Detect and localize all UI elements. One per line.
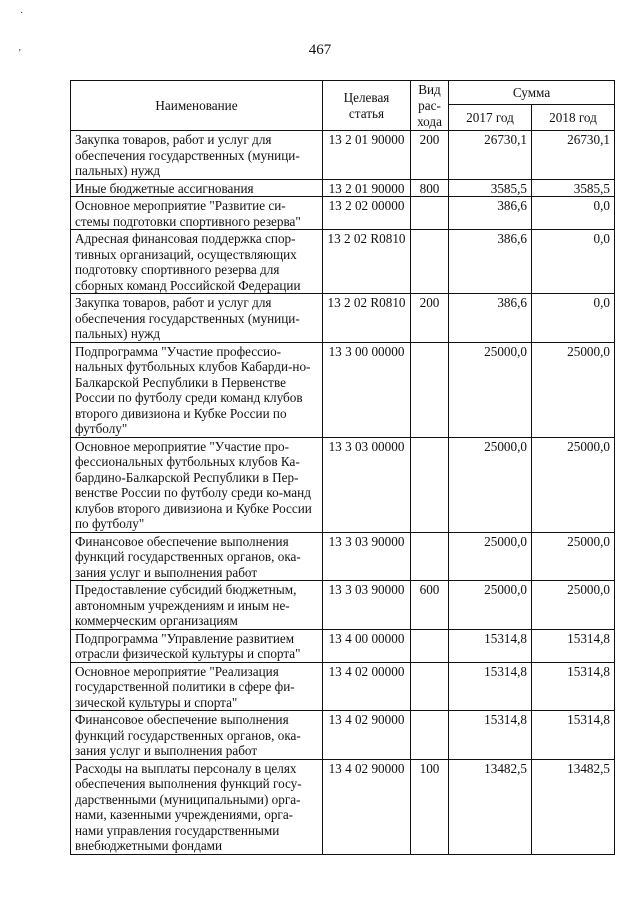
- row-sum-2017: 25000,0: [449, 342, 532, 437]
- row-kind: 100: [411, 759, 449, 854]
- row-sum-2017: 25000,0: [449, 581, 532, 630]
- table-row: [71, 179, 615, 197]
- row-code: 13 4 02 90000: [323, 759, 411, 854]
- table-row: [71, 437, 615, 532]
- row-sum-2018: 25000,0: [532, 342, 615, 437]
- row-sum-2017: 386,6: [449, 197, 532, 230]
- row-sum-2018: 0,0: [532, 294, 615, 343]
- row-sum-2018: 0,0: [532, 230, 615, 294]
- table-header-row: [71, 81, 615, 105]
- table-row: [71, 532, 615, 581]
- page-number: 467: [308, 42, 332, 58]
- row-kind: [411, 629, 449, 662]
- row-sum-2018: 0,0: [532, 197, 615, 230]
- row-name: Основное мероприятие "Развитие си-стемы подготовки спортивного резерва": [71, 197, 323, 230]
- row-sum-2017: 26730,1: [449, 131, 532, 180]
- row-code: 13 2 02 R0810: [323, 294, 411, 343]
- table-row: [71, 581, 615, 630]
- row-code: 13 2 02 00000: [323, 197, 411, 230]
- row-sum-2017: 15314,8: [449, 711, 532, 760]
- row-sum-2017: 13482,5: [449, 759, 532, 854]
- row-name: Предоставление субсидий бюджетным, автономным учреждениям и иным не-коммерческим организациям: [71, 581, 323, 630]
- table-row: [71, 662, 615, 711]
- table-row: [71, 197, 615, 230]
- scan-dot: ·: [20, 8, 24, 19]
- row-sum-2018: 25000,0: [532, 532, 615, 581]
- header-kind: Вид рас-хода: [411, 81, 449, 131]
- row-kind: [411, 437, 449, 532]
- row-sum-2017: 25000,0: [449, 437, 532, 532]
- row-kind: [411, 197, 449, 230]
- row-sum-2017: 25000,0: [449, 532, 532, 581]
- row-sum-2018: 25000,0: [532, 437, 615, 532]
- row-name: Иные бюджетные ассигнования: [71, 179, 323, 197]
- row-sum-2018: 15314,8: [532, 711, 615, 760]
- row-sum-2018: 26730,1: [532, 131, 615, 180]
- row-kind: [411, 230, 449, 294]
- table-row: [71, 759, 615, 854]
- row-code: 13 3 03 00000: [323, 437, 411, 532]
- row-sum-2017: 386,6: [449, 230, 532, 294]
- header-target: Целевая статья: [323, 81, 411, 131]
- row-name: Подпрограмма "Управление развитием отрасли физической культуры и спорта": [71, 629, 323, 662]
- row-name: Адресная финансовая поддержка спор-тивных организаций, осуществляющих подготовку спортивного резерва для сборных команд Российской Федерации: [71, 230, 323, 294]
- row-name: Финансовое обеспечение выполнения функций государственных органов, ока-зания услуг и выполнения работ: [71, 711, 323, 760]
- table-row: [71, 711, 615, 760]
- row-code: 13 4 02 00000: [323, 662, 411, 711]
- row-code: 13 2 01 90000: [323, 179, 411, 197]
- row-code: 13 2 02 R0810: [323, 230, 411, 294]
- row-name: Закупка товаров, работ и услуг для обеспечения государственных (муници-пальных) нужд: [71, 131, 323, 180]
- row-code: 13 2 01 90000: [323, 131, 411, 180]
- row-sum-2018: 15314,8: [532, 662, 615, 711]
- row-code: 13 3 03 90000: [323, 532, 411, 581]
- header-sum: Сумма: [449, 81, 615, 105]
- row-name: Закупка товаров, работ и услуг для обеспечения государственных (муници-пальных) нужд: [71, 294, 323, 343]
- table-row: [71, 629, 615, 662]
- table-row: [71, 131, 615, 180]
- row-code: 13 3 00 00000: [323, 342, 411, 437]
- row-name: Основное мероприятие "Участие про-фессиональных футбольных клубов Ка-бардино-Балкарской Республики в Пер-венстве России по футболу среди ко-манд клубов второго дивизиона и Кубке России по футболу": [71, 437, 323, 532]
- row-sum-2018: 15314,8: [532, 629, 615, 662]
- row-sum-2017: 386,6: [449, 294, 532, 343]
- row-code: 13 4 00 00000: [323, 629, 411, 662]
- row-name: Расходы на выплаты персоналу в целях обеспечения выполнения функций госу-дарственными (муниципальными) орга-нами, казенными учреждениями, орга-нами управления государственными внебюджетными фондами: [71, 759, 323, 854]
- row-kind: [411, 532, 449, 581]
- table-row: [71, 342, 615, 437]
- row-kind: [411, 662, 449, 711]
- row-kind: 200: [411, 131, 449, 180]
- row-name: Основное мероприятие "Реализация государственной политики в сфере фи-зической культуры и спорта": [71, 662, 323, 711]
- table-row: [71, 294, 615, 343]
- row-name: Финансовое обеспечение выполнения функций государственных органов, ока-зания услуг и выполнения работ: [71, 532, 323, 581]
- table-row: [71, 230, 615, 294]
- header-year-2017: 2017 год: [449, 105, 532, 131]
- header-name: Наименование: [71, 81, 323, 131]
- row-kind: 200: [411, 294, 449, 343]
- header-year-2018: 2018 год: [532, 105, 615, 131]
- row-sum-2017: 3585,5: [449, 179, 532, 197]
- row-kind: 600: [411, 581, 449, 630]
- row-sum-2018: 3585,5: [532, 179, 615, 197]
- row-name: Подпрограмма "Участие профессио-нальных футбольных клубов Кабарди-но-Балкарской Республики в Первенстве России по футболу среди команд клубов второго дивизиона и Кубке России по футболу": [71, 342, 323, 437]
- row-code: 13 3 03 90000: [323, 581, 411, 630]
- row-kind: [411, 711, 449, 760]
- budget-table: [70, 80, 615, 855]
- row-sum-2017: 15314,8: [449, 662, 532, 711]
- scan-mark: ʼ: [18, 48, 22, 59]
- row-code: 13 4 02 90000: [323, 711, 411, 760]
- row-sum-2018: 25000,0: [532, 581, 615, 630]
- row-kind: [411, 342, 449, 437]
- row-kind: 800: [411, 179, 449, 197]
- row-sum-2018: 13482,5: [532, 759, 615, 854]
- row-sum-2017: 15314,8: [449, 629, 532, 662]
